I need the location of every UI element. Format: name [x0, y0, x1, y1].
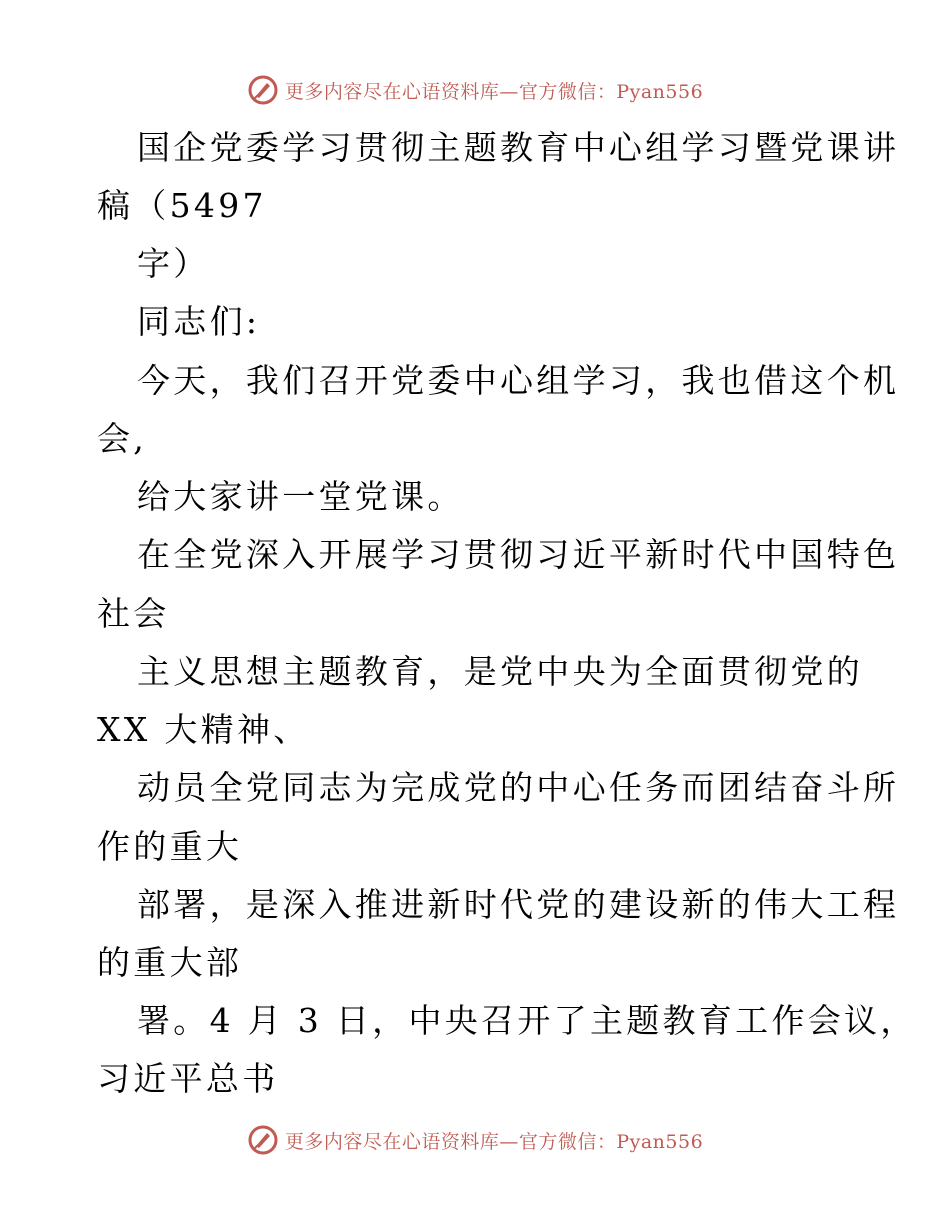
watermark-text: 更多内容尽在心语资料库—官方微信：Pyan556	[284, 80, 704, 103]
text-line: XX 大精神、	[97, 710, 310, 749]
watermark-text: 更多内容尽在心语资料库—官方微信：Pyan556	[284, 1130, 704, 1153]
text-line: 今天，我们召开党委中心组学习，我也借这个机	[137, 361, 900, 400]
text-line: 的重大部	[97, 943, 243, 982]
text-line: 稿（5497	[97, 186, 267, 225]
header-watermark	[0, 72, 950, 108]
text-line: 会,	[97, 419, 148, 458]
text-line: 在全党深入开展学习贯彻习近平新时代中国特色	[137, 535, 900, 574]
text-line: 部署，是深入推进新时代党的建设新的伟大工程	[137, 885, 900, 924]
text-line: 动员全党同志为完成党的中心任务而团结奋斗所	[137, 768, 900, 807]
text-line: 署。4 月 3 日，中央召开了主题教育工作会议，	[137, 1001, 917, 1040]
text-line: 社会	[97, 594, 170, 633]
text-line: 习近平总书	[97, 1059, 279, 1098]
text-line: 主义思想主题教育，是党中央为全面贯彻党的	[137, 652, 863, 691]
text-line: 作的重大	[97, 827, 243, 866]
quill-logo-icon	[247, 74, 279, 106]
text-line: 同志们:	[137, 302, 261, 341]
footer-watermark	[0, 1122, 950, 1158]
text-line: 给大家讲一堂党课。	[137, 477, 464, 516]
text-line: 字）	[137, 244, 210, 283]
quill-logo-icon	[247, 1124, 279, 1156]
text-line: 国企党委学习贯彻主题教育中心组学习暨党课讲	[137, 128, 900, 167]
